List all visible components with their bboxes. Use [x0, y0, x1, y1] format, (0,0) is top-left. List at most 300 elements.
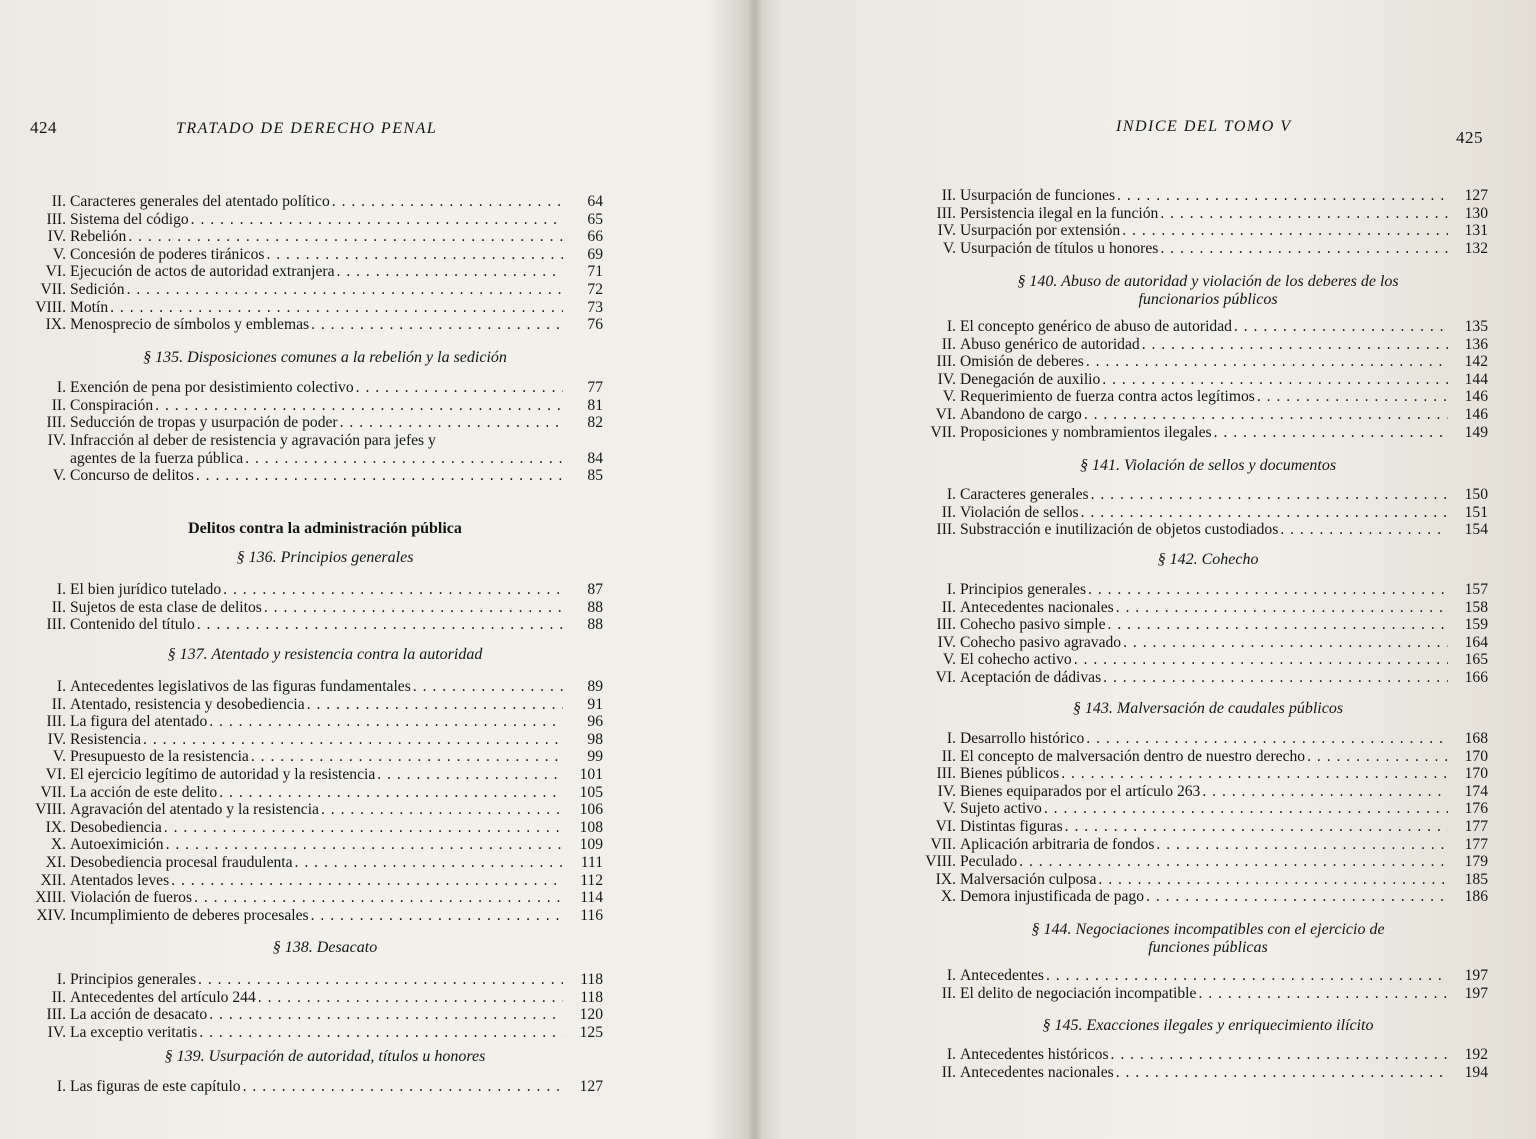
entry-page: 154: [1464, 521, 1488, 539]
section-title: § 143. Malversación de caudales públicos: [1072, 700, 1344, 717]
entry-page: 127: [1464, 187, 1488, 204]
entry-label-wrap: [70, 784, 563, 802]
entry-label-wrap: [960, 336, 1448, 354]
entry-label-wrap: [70, 246, 563, 264]
toc-row: [908, 353, 1488, 371]
entry-label-wrap: [70, 1024, 563, 1042]
toc-row: [18, 1024, 603, 1042]
entry-page: 157: [1464, 581, 1488, 598]
toc-row: [18, 316, 603, 334]
entry-label-wrap: [960, 853, 1448, 871]
entry-number: VI.: [935, 668, 956, 686]
entry-page: 85: [587, 467, 603, 485]
entry-label-wrap: [960, 669, 1448, 687]
entry-number: I.: [946, 967, 956, 984]
entry-label: La exceptio veritatis: [70, 1023, 198, 1041]
entry-page: 186: [1464, 888, 1488, 906]
toc-row: [18, 211, 603, 229]
entry-page: 185: [1464, 870, 1488, 888]
entry-number: VII.: [40, 783, 66, 801]
entry-page: 170: [1464, 747, 1488, 765]
toc-row: [908, 888, 1488, 906]
entry-label-wrap: [960, 581, 1448, 599]
entry-label-wrap: [960, 871, 1448, 889]
entry-page: 77: [587, 379, 603, 396]
entry-label-wrap: [70, 872, 563, 890]
entry-label-wrap: [70, 766, 563, 784]
entry-number: II.: [51, 695, 66, 713]
entry-label-wrap: [70, 907, 563, 925]
right-page: [768, 0, 1536, 1139]
entry-page: 87: [587, 581, 603, 598]
toc-row: [908, 486, 1488, 504]
entry-number: VI.: [45, 765, 66, 783]
section-title: [948, 921, 1468, 957]
entry-page: 108: [579, 818, 603, 836]
toc-row: [908, 222, 1488, 240]
entry-page: 136: [1464, 335, 1488, 353]
entry-page: 146: [1464, 388, 1488, 406]
toc-row: [18, 731, 603, 749]
entry-page: 132: [1464, 239, 1488, 257]
entry-label: La figura del atentado: [70, 713, 208, 731]
section-title: § 138. Desacato: [272, 939, 378, 956]
entry-label-wrap: [70, 581, 563, 599]
toc-block: [18, 379, 603, 432]
toc-row: [18, 889, 603, 907]
entry-page: 179: [1464, 853, 1488, 871]
toc-row: [908, 599, 1488, 617]
toc-row: [908, 765, 1488, 783]
entry-label: Substracción e inutilización de objetos custodiados: [960, 521, 1279, 539]
entry-page: 135: [1464, 318, 1488, 335]
entry-label: Violación de fueros: [70, 889, 193, 907]
entry-label: Aceptación de dádivas: [960, 668, 1102, 686]
entry-page: 149: [1464, 423, 1488, 441]
entry-label-wrap: [70, 854, 563, 872]
toc-row: [18, 193, 603, 211]
entry-label-wrap: [960, 187, 1448, 205]
entry-label-wrap: [960, 318, 1448, 336]
entry-label: Exención de pena por desistimiento colectivo: [70, 379, 354, 396]
entry-page: 120: [579, 1006, 603, 1024]
toc-row: [908, 388, 1488, 406]
entry-number: IV.: [937, 370, 956, 388]
entry-label: Violación de sellos: [960, 503, 1079, 521]
entry-number: II.: [51, 193, 66, 210]
entry-number: II.: [941, 335, 956, 353]
entry-label: Principios generales: [960, 581, 1087, 598]
entry-number: IV.: [47, 228, 66, 246]
entry-label: Ejecución de actos de autoridad extranjera: [70, 263, 335, 281]
entry-page: 65: [587, 210, 603, 228]
toc-block: [908, 318, 1488, 441]
entry-number: III.: [936, 204, 956, 222]
entry-label: Antecedentes del artículo 244: [70, 988, 256, 1006]
entry-label-wrap: [960, 486, 1448, 504]
entry-number: XI.: [45, 853, 66, 871]
entry-label-wrap: [70, 1078, 563, 1096]
toc-row: [18, 1078, 603, 1096]
toc-block: [908, 581, 1488, 687]
entry-label-wrap: [70, 819, 563, 837]
toc-row: [908, 187, 1488, 205]
entry-label: Antecedentes: [960, 967, 1044, 984]
entry-page: 72: [587, 280, 603, 298]
entry-label: Bienes equiparados por el artículo 263: [960, 782, 1201, 800]
toc-row: [908, 818, 1488, 836]
entry-label: Abuso genérico de autoridad: [960, 335, 1140, 353]
running-title: INDICE DEL TOMO V: [1116, 118, 1292, 135]
section-title-line: funcionarios públicos: [1138, 291, 1278, 308]
toc-row: [908, 371, 1488, 389]
toc-row: [908, 651, 1488, 669]
entry-number: XIII.: [35, 889, 66, 907]
toc-row: [908, 521, 1488, 539]
toc-row: [18, 971, 603, 989]
entry-label-wrap: [960, 634, 1448, 652]
entry-label-wrap: [960, 388, 1448, 406]
entry-number: III.: [46, 210, 66, 228]
entry-label-wrap: [960, 783, 1448, 801]
entry-label-wrap: [960, 222, 1448, 240]
entry-number: I.: [56, 678, 66, 695]
toc-row: [18, 616, 603, 634]
entry-page: 91: [587, 695, 603, 713]
entry-label: Atentado, resistencia y desobediencia: [70, 695, 305, 713]
left-page: [0, 0, 748, 1139]
entry-label-wrap: [960, 748, 1448, 766]
entry-label: Requerimiento de fuerza contra actos legítimos: [960, 388, 1255, 406]
entry-label: Infracción al deber de resistencia y agravación para jefes y: [70, 432, 436, 449]
entry-label: Seducción de tropas y usurpación de poder: [70, 414, 338, 432]
entry-number: XII.: [40, 871, 66, 889]
entry-label-wrap: [960, 967, 1448, 985]
entry-label-wrap: [960, 651, 1448, 669]
entry-page: 81: [587, 396, 603, 414]
section-title-line: funciones públicas: [1148, 939, 1268, 956]
entry-label: Incumplimiento de deberes procesales: [70, 906, 309, 924]
section-title-line: § 140. Abuso de autoridad y violación de los deberes de los: [1017, 273, 1399, 290]
toc-block: [908, 967, 1488, 1002]
entry-number: IV.: [937, 633, 956, 651]
entry-label: Antecedentes nacionales: [960, 1063, 1114, 1081]
entry-number: I.: [946, 486, 956, 503]
entry-label: Peculado: [960, 853, 1018, 871]
toc-row: [18, 450, 603, 468]
entry-number: II.: [51, 396, 66, 414]
entry-page: 146: [1464, 405, 1488, 423]
entry-page: 112: [580, 871, 603, 889]
toc-row: [18, 414, 603, 432]
toc-block: [908, 486, 1488, 539]
entry-label-wrap: [70, 696, 563, 714]
entry-page: 84: [587, 449, 603, 467]
toc-row: [908, 871, 1488, 889]
entry-number: IV.: [47, 1023, 66, 1041]
section-title: § 141. Violación de sellos y documentos: [1079, 457, 1337, 474]
entry-label: Desobediencia procesal fraudulenta: [70, 853, 293, 871]
toc-row: [908, 730, 1488, 748]
entry-number: VI.: [45, 263, 66, 281]
entry-page: 76: [587, 316, 603, 334]
entry-label-wrap: [960, 406, 1448, 424]
toc-row: [908, 967, 1488, 985]
toc-block: [908, 187, 1488, 257]
toc-row: [18, 836, 603, 854]
toc-row: [908, 748, 1488, 766]
entry-number: I.: [56, 379, 66, 396]
toc-row: [908, 318, 1488, 336]
entry-number: III.: [936, 616, 956, 634]
entry-label: Caracteres generales: [960, 486, 1089, 503]
entry-page: 170: [1464, 765, 1488, 783]
entry-label: Usurpación de títulos u honores: [960, 239, 1159, 257]
entry-number: IX.: [45, 818, 66, 836]
toc-row: [908, 1064, 1488, 1082]
page-number: 425: [1456, 128, 1483, 147]
entry-label: Bienes públicos: [960, 765, 1060, 783]
entry-label: Aplicación arbitraria de fondos: [960, 835, 1155, 853]
entry-page: 194: [1464, 1063, 1488, 1081]
entry-label: Agravación del atentado y la resistencia: [70, 801, 319, 819]
toc-row: [18, 397, 603, 415]
entry-label: Abandono de cargo: [960, 405, 1082, 423]
entry-number: III.: [936, 521, 956, 539]
entry-number: VIII.: [35, 801, 66, 819]
entry-number: III.: [936, 765, 956, 783]
toc-row: [18, 299, 603, 317]
entry-page: 66: [587, 228, 603, 246]
entry-label: La acción de desacato: [70, 1006, 208, 1024]
entry-number: I.: [56, 971, 66, 988]
entry-number: IV.: [937, 782, 956, 800]
book-gutter: [748, 0, 762, 1139]
entry-number: IV.: [47, 432, 66, 449]
toc-row: [908, 240, 1488, 258]
entry-page: 101: [579, 765, 603, 783]
entry-label: Sistema del código: [70, 210, 189, 228]
entry-page: 125: [579, 1023, 603, 1041]
toc-row: [18, 989, 603, 1007]
entry-page: 150: [1464, 486, 1488, 503]
entry-label-wrap: [70, 801, 563, 819]
entry-label: Antecedentes legislativos de las figuras fundamentales: [70, 678, 411, 695]
toc-row: [908, 836, 1488, 854]
entry-label: Sujeto activo: [960, 800, 1042, 818]
entry-label-wrap: [960, 1064, 1448, 1082]
entry-label: El concepto de malversación dentro de nuestro derecho: [960, 747, 1306, 765]
entry-label: El cohecho activo: [960, 651, 1072, 669]
entry-number: VII.: [930, 835, 956, 853]
entry-page: 106: [579, 801, 603, 819]
entry-label-wrap: [70, 379, 563, 397]
toc-row: [18, 854, 603, 872]
entry-number: IV.: [47, 730, 66, 748]
section-title: § 135. Disposiciones comunes a la rebelión y la sedición: [143, 349, 507, 366]
toc-row: [908, 504, 1488, 522]
entry-label: Concurso de delitos: [70, 467, 194, 485]
toc-block: [18, 678, 603, 924]
entry-label-wrap: [70, 397, 563, 415]
entry-page: 99: [587, 748, 603, 766]
entry-number: III.: [46, 713, 66, 731]
entry-label: Concesión de poderes tiránicos: [70, 245, 265, 263]
entry-label: Usurpación de funciones: [960, 187, 1116, 204]
entry-label-wrap: [960, 818, 1448, 836]
toc-row: [908, 1046, 1488, 1064]
entry-label: Denegación de auxilio: [960, 370, 1101, 388]
entry-number: VII.: [40, 280, 66, 298]
entry-label: El bien jurídico tutelado: [70, 581, 222, 598]
entry-page: 197: [1464, 967, 1488, 984]
entry-label: Antecedentes nacionales: [960, 598, 1114, 616]
toc-block: [908, 730, 1488, 906]
entry-label: Contenido del título: [70, 616, 195, 634]
entry-label: El ejercicio legítimo de autoridad y la resistencia: [70, 765, 376, 783]
entry-label-wrap: [70, 299, 563, 317]
entry-label-wrap: [70, 971, 563, 989]
entry-label: Menosprecio de símbolos y emblemas: [70, 316, 310, 334]
section-title-line: § 144. Negociaciones incompatibles con el ejercicio de: [1031, 921, 1385, 938]
entry-label-wrap: [960, 730, 1448, 748]
entry-number: IX.: [45, 316, 66, 334]
toc-row: [18, 872, 603, 890]
entry-label: Usurpación por extensión: [960, 222, 1121, 240]
entry-number: VI.: [935, 405, 956, 423]
entry-page: 64: [587, 193, 603, 210]
entry-number: III.: [46, 616, 66, 634]
entry-label-wrap: [960, 424, 1448, 442]
entry-label: Rebelión: [70, 228, 127, 246]
toc-row: [18, 1006, 603, 1024]
entry-label: Demora injustificada de pago: [960, 888, 1145, 906]
section-title: § 145. Exacciones ilegales y enriquecimiento ilícito: [1042, 1017, 1374, 1034]
entry-number: II.: [51, 598, 66, 616]
entry-label: Motín: [70, 298, 109, 316]
entry-page: 176: [1464, 800, 1488, 818]
toc-row: [18, 467, 603, 485]
entry-label-wrap: [70, 748, 563, 766]
entry-label: El concepto genérico de abuso de autoridad: [960, 318, 1232, 335]
entry-number: II.: [941, 503, 956, 521]
entry-page: 118: [580, 988, 603, 1006]
entry-label-wrap: [960, 205, 1448, 223]
entry-label: Proposiciones y nombramientos ilegales: [960, 423, 1212, 441]
entry-label-wrap: [70, 731, 563, 749]
entry-label-wrap: [70, 263, 563, 281]
entry-label-wrap: [960, 504, 1448, 522]
entry-label: Caracteres generales del atentado político: [70, 193, 330, 210]
entry-number: V.: [942, 239, 956, 257]
entry-label-wrap: [960, 240, 1448, 258]
entry-label: Desarrollo histórico: [960, 730, 1085, 747]
entry-page: 177: [1464, 817, 1488, 835]
entry-label: El delito de negociación incompatible: [960, 984, 1197, 1002]
toc-row: [18, 379, 603, 397]
entry-label: Cohecho pasivo simple: [960, 616, 1106, 634]
entry-number: I.: [946, 730, 956, 747]
toc-row: [908, 669, 1488, 687]
section-title: § 142. Cohecho: [1157, 551, 1259, 568]
entry-page: 174: [1464, 782, 1488, 800]
entry-number: III.: [46, 414, 66, 432]
entry-page: 130: [1464, 204, 1488, 222]
entry-page: 116: [580, 906, 603, 924]
entry-number: I.: [56, 1078, 66, 1095]
toc-row: [18, 907, 603, 925]
section-title: § 139. Usurpación de autoridad, títulos u honores: [164, 1048, 486, 1065]
entry-page: 73: [587, 298, 603, 316]
entry-page: 96: [587, 713, 603, 731]
entry-page: 166: [1464, 668, 1488, 686]
entry-number: VI.: [935, 817, 956, 835]
entry-number: II.: [941, 1063, 956, 1081]
entry-label-wrap: [70, 211, 563, 229]
entry-number: I.: [946, 581, 956, 598]
toc-block: [18, 581, 603, 634]
entry-label: Persistencia ilegal en la función: [960, 204, 1159, 222]
toc-row: [908, 406, 1488, 424]
toc-row: [18, 263, 603, 281]
toc-block: [18, 1078, 603, 1096]
entry-page: 127: [579, 1078, 603, 1095]
entry-page: 98: [587, 730, 603, 748]
entry-page: 88: [587, 598, 603, 616]
entry-label: Sujetos de esta clase de delitos: [70, 598, 262, 616]
entry-page: 144: [1464, 370, 1488, 388]
entry-number: III.: [936, 353, 956, 371]
entry-page: 131: [1464, 222, 1488, 240]
entry-number: V.: [52, 467, 66, 485]
entry-number: V.: [52, 245, 66, 263]
entry-label: Antecedentes históricos: [960, 1046, 1109, 1063]
entry-label-wrap: [960, 765, 1448, 783]
entry-label: Atentados leves: [70, 871, 170, 889]
entry-label: Desobediencia: [70, 818, 162, 836]
entry-number: VIII.: [35, 298, 66, 316]
entry-page: 142: [1464, 353, 1488, 371]
entry-label: Autoeximición: [70, 836, 164, 854]
entry-label: Sedición: [70, 280, 125, 298]
entry-page: 192: [1464, 1046, 1488, 1063]
toc-row: [18, 713, 603, 731]
toc-row: [18, 678, 603, 696]
entry-label-wrap: [70, 1006, 563, 1024]
entry-number: XIV.: [36, 906, 66, 924]
entry-number: X.: [940, 888, 956, 906]
entry-number: VII.: [930, 423, 956, 441]
entry-label-wrap: [70, 316, 563, 334]
entry-label-wrap: [70, 599, 563, 617]
toc-row: [908, 634, 1488, 652]
entry-label: Conspiración: [70, 396, 154, 414]
entry-number: X.: [50, 836, 66, 854]
entry-label-wrap: [70, 414, 563, 432]
entry-label: La acción de este delito: [70, 783, 218, 801]
toc-row: [18, 766, 603, 784]
toc-block: [18, 971, 603, 1041]
entry-page: 151: [1464, 503, 1488, 521]
entry-number: VIII.: [925, 853, 956, 871]
entry-label: Presupuesto de la resistencia: [70, 748, 249, 766]
toc-row: [18, 581, 603, 599]
entry-label-wrap: [70, 889, 563, 907]
entry-number: V.: [52, 748, 66, 766]
entry-label-wrap: [960, 1046, 1448, 1064]
entry-label-wrap: [70, 228, 563, 246]
entry-label-wrap: [960, 800, 1448, 818]
